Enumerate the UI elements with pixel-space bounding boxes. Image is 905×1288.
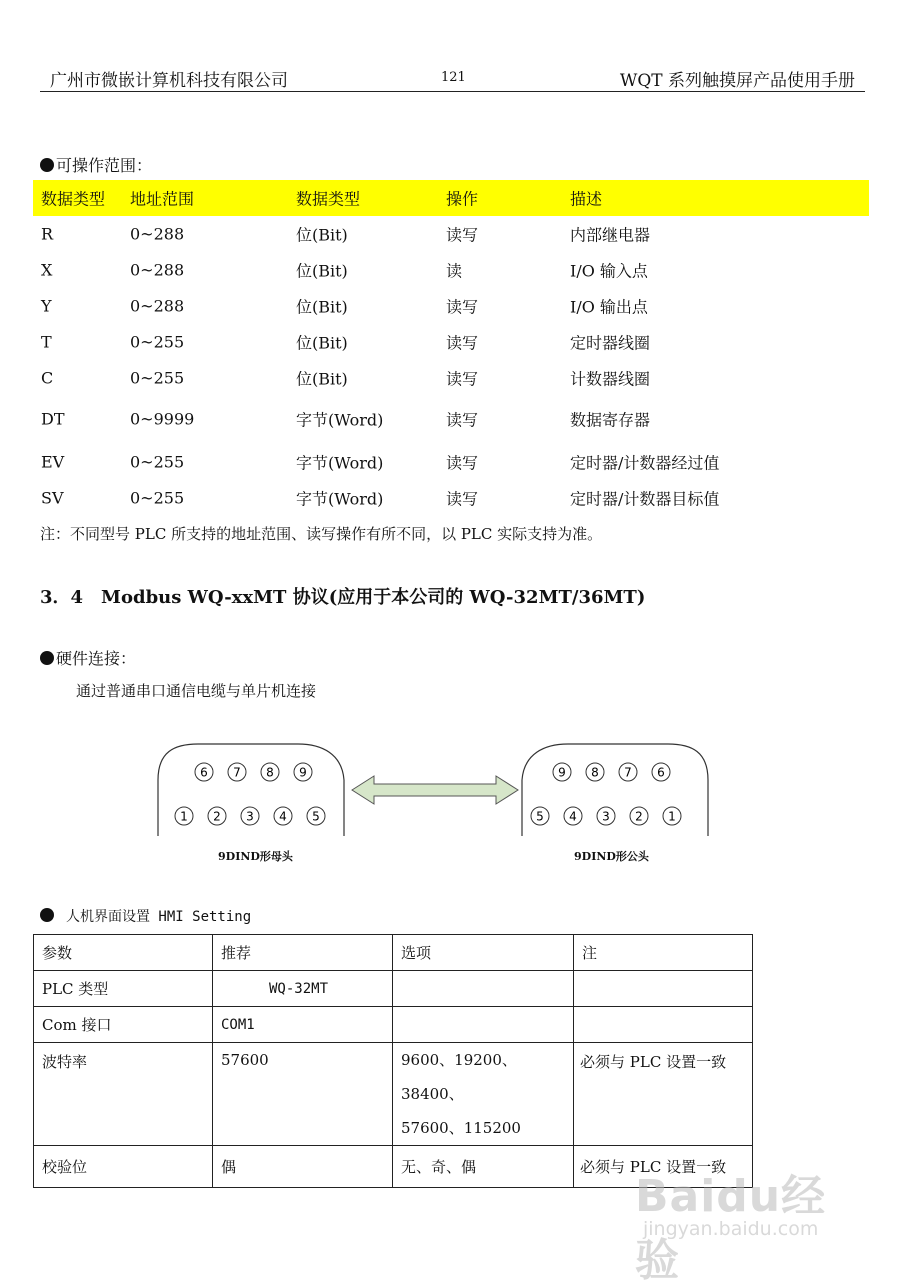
- hmi-header-cell: 推荐: [213, 935, 393, 971]
- hmi-options-cell: [393, 1043, 574, 1146]
- range-cell: 计数器线圈: [570, 369, 651, 389]
- male-pin-number: 3: [602, 809, 610, 824]
- male-pin-number: 4: [569, 809, 577, 824]
- range-cell: 字节(Word): [296, 489, 384, 509]
- female-pin-number: 8: [266, 765, 274, 780]
- hmi-bullet: [40, 906, 251, 926]
- female-pin-number: 1: [180, 809, 188, 824]
- hmi-param-cell: 波特率: [34, 1043, 213, 1146]
- range-cell: 0~255: [130, 452, 185, 472]
- hmi-option-line: 9600、19200、38400、: [401, 1051, 517, 1103]
- hmi-note-cell: 必须与 PLC 设置一致: [574, 1146, 753, 1188]
- range-cell: 读写: [446, 369, 479, 389]
- watermark-brand: Baidu经验: [635, 1171, 827, 1286]
- table-row: [33, 288, 869, 324]
- female-pin-number: 3: [246, 809, 254, 824]
- hmi-option-line: 57600、115200: [401, 1119, 521, 1137]
- range-cell: 位(Bit): [296, 333, 348, 353]
- hardware-bullet: [40, 646, 136, 669]
- range-header-cell: 描述: [570, 189, 603, 209]
- hmi-header-cell: 注: [574, 935, 753, 971]
- hmi-recommend-cell: COM1: [213, 1007, 393, 1043]
- range-cell: 读写: [446, 453, 479, 473]
- male-pin-number: 2: [635, 809, 643, 824]
- range-header-cell: 操作: [446, 189, 479, 209]
- range-cell: 读写: [446, 225, 479, 245]
- range-cell: I/O 输出点: [570, 297, 648, 317]
- range-cell: 定时器线圈: [570, 333, 651, 353]
- double-arrow-icon: [352, 776, 518, 804]
- range-cell: EV: [41, 452, 65, 472]
- male-pin-number: 1: [668, 809, 676, 824]
- range-cell: DT: [41, 409, 65, 429]
- hmi-header-cell: 参数: [34, 935, 213, 971]
- female-pin-number: 6: [200, 765, 208, 780]
- female-pin-number: 7: [233, 765, 241, 780]
- table-row: [33, 482, 869, 514]
- table-row: [34, 1007, 753, 1043]
- hmi-options-cell: [393, 971, 574, 1007]
- female-pin-number: 4: [279, 809, 287, 824]
- range-cell: 0~288: [130, 296, 185, 316]
- range-cell: 0~288: [130, 224, 185, 244]
- table-row: [33, 360, 869, 396]
- hmi-param-cell: Com 接口: [34, 1007, 213, 1043]
- range-table-header: [33, 180, 869, 216]
- range-cell: 位(Bit): [296, 225, 348, 245]
- range-cell: 0~255: [130, 332, 185, 352]
- male-pin-number: 7: [624, 765, 632, 780]
- table-row: [34, 1043, 753, 1146]
- support-note: 注：不同型号 PLC 所支持的地址范围、读写操作有所不同，以 PLC 实际支持为准。: [40, 525, 603, 543]
- male-pins: [531, 763, 681, 825]
- male-connector-label: 9DIND形公头: [574, 850, 649, 863]
- range-cell: 0~288: [130, 260, 185, 280]
- female-pin-number: 2: [213, 809, 221, 824]
- range-cell: 读写: [446, 297, 479, 317]
- range-cell: 读写: [446, 333, 479, 353]
- male-pin-number: 9: [558, 765, 566, 780]
- range-cell: 内部继电器: [570, 225, 651, 245]
- connector-diagram: [150, 740, 730, 870]
- hmi-note-cell: [574, 1007, 753, 1043]
- page-number: 121: [441, 70, 466, 85]
- table-row: [34, 935, 753, 971]
- hmi-param-cell: 校验位: [34, 1146, 213, 1188]
- header-manual-title: WQT 系列触摸屏产品使用手册: [619, 71, 855, 91]
- hmi-options-cell: 无、奇、偶: [393, 1146, 574, 1188]
- range-cell: C: [41, 368, 54, 388]
- range-cell: SV: [41, 488, 64, 508]
- table-row: [33, 216, 869, 252]
- range-cell: 位(Bit): [296, 369, 348, 389]
- female-pin-number: 5: [312, 809, 320, 824]
- range-cell: 位(Bit): [296, 261, 348, 281]
- range-cell: 0~255: [130, 488, 185, 508]
- section-title: 3．4 Modbus WQ-xxMT 协议(应用于本公司的 WQ-32MT/36MT): [40, 587, 646, 608]
- male-connector-shell: [522, 744, 708, 836]
- female-pin-number: 9: [299, 765, 307, 780]
- header-divider: [40, 91, 865, 92]
- hmi-recommend-cell: 偶: [213, 1146, 393, 1188]
- hmi-recommend-cell: WQ-32MT: [213, 971, 393, 1007]
- female-pins: [175, 763, 325, 825]
- hmi-bullet-label: 人机界面设置 HMI Setting: [66, 909, 252, 925]
- hmi-note-cell: [574, 971, 753, 1007]
- table-row: [34, 971, 753, 1007]
- range-cell: 定时器/计数器目标值: [570, 489, 720, 509]
- female-connector-label: 9DIND形母头: [218, 850, 293, 863]
- range-cell: 0~255: [130, 368, 185, 388]
- hardware-bullet-label: 硬件连接：: [56, 649, 137, 668]
- hmi-note-cell: 必须与 PLC 设置一致: [574, 1043, 753, 1146]
- male-pin-number: 6: [657, 765, 665, 780]
- range-cell: 读写: [446, 489, 479, 509]
- range-cell: 定时器/计数器经过值: [570, 453, 720, 473]
- range-cell: 读写: [446, 410, 479, 430]
- hmi-options-cell: [393, 1007, 574, 1043]
- hmi-param-cell: PLC 类型: [34, 971, 213, 1007]
- range-header-cell: 地址范围: [130, 189, 195, 209]
- range-table: [33, 180, 869, 514]
- range-cell: R: [41, 224, 54, 244]
- range-cell: 数据寄存器: [570, 410, 651, 430]
- watermark-url: jingyan.baidu.com: [643, 1218, 819, 1240]
- hardware-description: 通过普通串口通信电缆与单片机连接: [76, 682, 317, 700]
- baidu-watermark: [635, 1160, 865, 1286]
- range-cell: T: [41, 332, 52, 352]
- male-pin-number: 5: [536, 809, 544, 824]
- table-row: [33, 442, 869, 482]
- hmi-header-cell: 选项: [393, 935, 574, 971]
- range-cell: 字节(Word): [296, 410, 384, 430]
- range-cell: Y: [41, 296, 52, 316]
- bullet-dot-icon: [40, 158, 54, 172]
- connector-diagram-svg: [150, 740, 730, 840]
- range-cell: 0~9999: [130, 409, 195, 429]
- hmi-recommend-cell: 57600: [213, 1043, 393, 1146]
- range-header-cell: 数据类型: [296, 189, 361, 209]
- bullet-dot-icon: [40, 651, 54, 665]
- male-pin-number: 8: [591, 765, 599, 780]
- range-cell: 读: [446, 261, 463, 281]
- table-row: [33, 324, 869, 360]
- range-cell: 位(Bit): [296, 297, 348, 317]
- bullet-dot-icon: [40, 908, 54, 922]
- range-bullet-label: 可操作范围：: [56, 156, 153, 175]
- range-bullet: [40, 153, 152, 176]
- table-row: [33, 396, 869, 442]
- hmi-settings-table: [33, 934, 753, 1188]
- header-company: 广州市微嵌计算机科技有限公司: [50, 71, 288, 91]
- range-cell: 字节(Word): [296, 453, 384, 473]
- range-cell: I/O 输入点: [570, 261, 648, 281]
- range-header-cell: 数据类型: [41, 189, 106, 209]
- range-cell: X: [41, 260, 53, 280]
- table-row: [33, 252, 869, 288]
